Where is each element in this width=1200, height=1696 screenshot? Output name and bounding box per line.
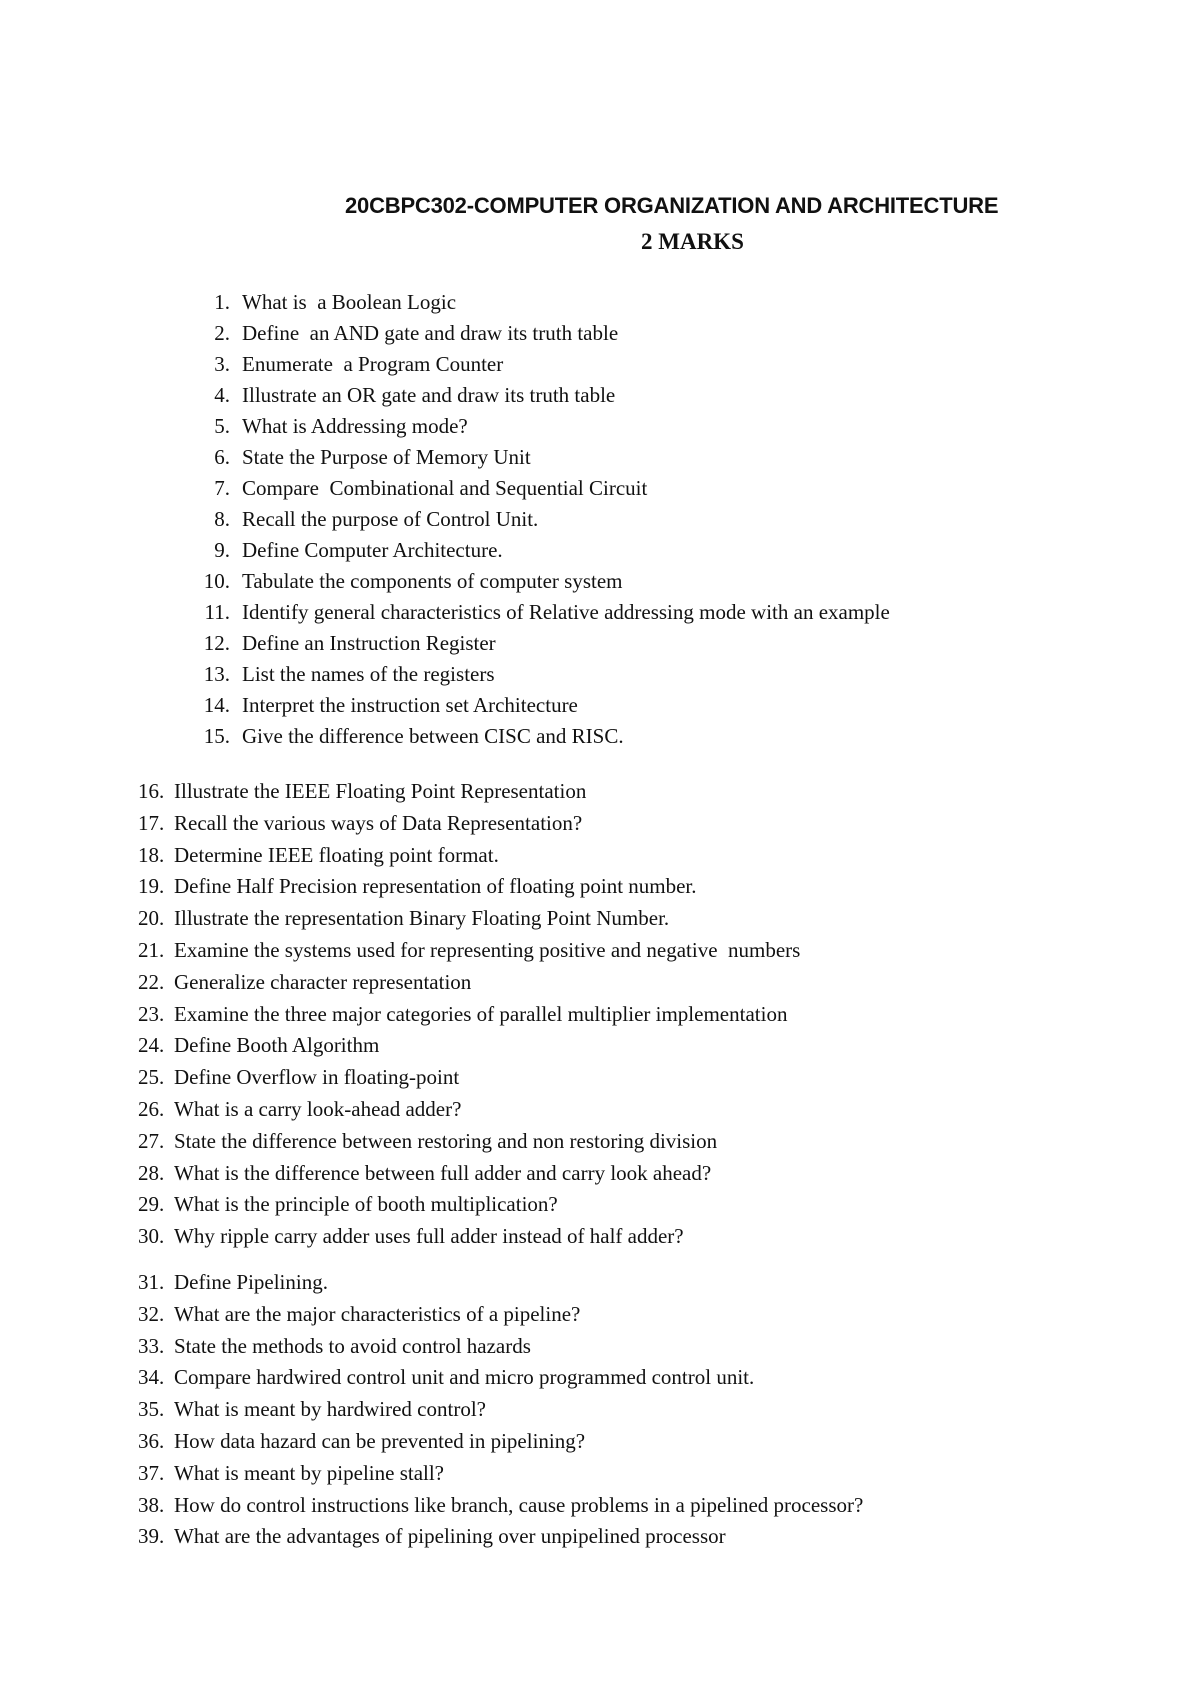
question-text: Define Overflow in floating-point <box>174 1065 460 1090</box>
question-number: 17. <box>138 810 165 835</box>
question-number: 8. <box>214 507 230 531</box>
question-number: 22. <box>138 969 165 994</box>
question-text: What is Addressing mode? <box>242 414 468 438</box>
question-text: What are the major characteristics of a pipeline? <box>174 1301 581 1326</box>
question-text: Illustrate an OR gate and draw its truth table <box>242 383 616 407</box>
question-item <box>138 1126 800 1158</box>
question-item <box>138 935 800 967</box>
question-text: Illustrate the IEEE Floating Point Representation <box>174 779 587 803</box>
question-item <box>138 1267 863 1299</box>
question-text: State the Purpose of Memory Unit <box>242 445 531 469</box>
question-number: 15. <box>203 724 230 748</box>
question-item <box>138 1062 800 1094</box>
question-item <box>138 1362 863 1394</box>
question-item <box>190 442 890 473</box>
question-item <box>138 1299 863 1331</box>
question-number: 30. <box>138 1224 165 1249</box>
question-number: 7. <box>214 476 230 500</box>
question-item <box>138 967 800 999</box>
question-number: 21. <box>138 937 165 962</box>
question-list-3 <box>138 1267 863 1553</box>
question-number: 13. <box>203 662 230 686</box>
question-number: 18. <box>138 842 165 867</box>
question-text: Define an Instruction Register <box>242 631 496 655</box>
question-item <box>190 597 890 628</box>
question-item <box>138 1030 800 1062</box>
question-text: What is meant by hardwired control? <box>174 1397 486 1422</box>
question-number: 23. <box>138 1001 165 1026</box>
question-text: List the names of the registers <box>242 662 495 686</box>
question-text: Determine IEEE floating point format. <box>174 842 499 867</box>
question-item <box>190 535 890 566</box>
question-item <box>138 1331 863 1363</box>
question-item <box>138 808 800 840</box>
question-list-1 <box>190 287 890 752</box>
question-item <box>190 566 890 597</box>
question-item <box>138 1458 863 1490</box>
question-number: 16. <box>138 779 165 803</box>
question-text: Compare Combinational and Sequential Circuit <box>242 476 648 500</box>
question-text: Tabulate the components of computer system <box>242 569 623 593</box>
question-text: Recall the various ways of Data Representation? <box>174 810 583 835</box>
question-item <box>138 776 800 808</box>
question-number: 1. <box>214 290 230 314</box>
question-text: Define Computer Architecture. <box>242 538 503 562</box>
question-number: 24. <box>138 1033 165 1058</box>
question-item <box>138 1521 863 1553</box>
question-text: How data hazard can be prevented in pipelining? <box>174 1428 586 1453</box>
question-number: 10. <box>203 569 230 593</box>
question-number: 35. <box>138 1397 165 1422</box>
question-number: 11. <box>204 600 230 624</box>
question-text: Enumerate a Program Counter <box>242 352 504 376</box>
question-number: 28. <box>138 1160 165 1185</box>
question-number: 12. <box>203 631 230 655</box>
question-text: Recall the purpose of Control Unit. <box>242 507 539 531</box>
question-text: Identify general characteristics of Relative addressing mode with an example <box>242 600 890 624</box>
question-item <box>190 318 890 349</box>
question-item <box>138 1158 800 1190</box>
question-item <box>190 411 890 442</box>
question-text: Why ripple carry adder uses full adder instead of half adder? <box>174 1224 684 1249</box>
question-item <box>138 1094 800 1126</box>
question-item <box>138 1189 800 1221</box>
document-title: 20CBPC302-COMPUTER ORGANIZATION AND ARCHITECTURE <box>345 193 999 218</box>
question-text: Interpret the instruction set Architecture <box>242 693 578 717</box>
question-text: Define Pipelining. <box>174 1270 328 1294</box>
question-number: 27. <box>138 1128 165 1153</box>
question-number: 14. <box>203 693 230 717</box>
question-number: 4. <box>214 383 230 407</box>
question-item <box>138 1221 800 1253</box>
question-item <box>190 690 890 721</box>
question-number: 31. <box>138 1270 165 1294</box>
question-text: What is a carry look-ahead adder? <box>174 1096 462 1121</box>
question-text: State the methods to avoid control hazards <box>174 1333 531 1358</box>
question-number: 38. <box>138 1492 165 1517</box>
question-number: 37. <box>138 1460 165 1485</box>
question-text: Examine the three major categories of parallel multiplier implementation <box>174 1001 788 1026</box>
question-text: Give the difference between CISC and RISC. <box>242 724 624 748</box>
question-text: What is the principle of booth multiplication? <box>174 1192 558 1217</box>
question-item <box>190 628 890 659</box>
question-number: 20. <box>138 906 165 931</box>
question-item <box>138 1490 863 1522</box>
question-item <box>138 1394 863 1426</box>
question-number: 33. <box>138 1333 165 1358</box>
question-number: 2. <box>214 321 230 345</box>
question-item <box>190 504 890 535</box>
question-number: 25. <box>138 1065 165 1090</box>
question-text: How do control instructions like branch, cause problems in a pipelined processor? <box>174 1492 864 1517</box>
question-item <box>138 871 800 903</box>
question-list-2 <box>138 776 800 1253</box>
question-text: Define Booth Algorithm <box>174 1033 380 1058</box>
question-text: Define an AND gate and draw its truth table <box>242 321 619 345</box>
question-text: What is the difference between full adder and carry look ahead? <box>174 1160 712 1185</box>
question-number: 6. <box>214 445 230 469</box>
question-text: Define Half Precision representation of floating point number. <box>174 874 697 899</box>
document-subtitle: 2 MARKS <box>641 229 744 254</box>
question-text: Compare hardwired control unit and micro programmed control unit. <box>174 1365 755 1390</box>
question-text: What is a Boolean Logic <box>242 290 457 314</box>
question-text: Illustrate the representation Binary Floating Point Number. <box>174 906 670 931</box>
question-item <box>190 473 890 504</box>
question-number: 19. <box>138 874 165 899</box>
question-item <box>190 721 890 752</box>
question-number: 39. <box>138 1524 165 1549</box>
question-text: Examine the systems used for representing positive and negative numbers <box>174 937 801 962</box>
question-number: 32. <box>138 1301 165 1326</box>
question-number: 34. <box>138 1365 165 1390</box>
question-item <box>190 349 890 380</box>
question-item <box>138 1426 863 1458</box>
question-item <box>138 903 800 935</box>
question-number: 3. <box>214 352 230 376</box>
question-text: What are the advantages of pipelining over unpipelined processor <box>174 1524 726 1549</box>
question-item <box>138 840 800 872</box>
question-text: State the difference between restoring and non restoring division <box>174 1128 718 1153</box>
question-item <box>190 380 890 411</box>
question-item <box>190 659 890 690</box>
question-text: Generalize character representation <box>174 969 472 994</box>
question-number: 5. <box>214 414 230 438</box>
question-number: 9. <box>214 538 230 562</box>
question-item <box>138 999 800 1031</box>
question-item <box>190 287 890 318</box>
question-number: 26. <box>138 1096 165 1121</box>
question-number: 36. <box>138 1428 165 1453</box>
question-text: What is meant by pipeline stall? <box>174 1460 445 1485</box>
question-number: 29. <box>138 1192 165 1217</box>
